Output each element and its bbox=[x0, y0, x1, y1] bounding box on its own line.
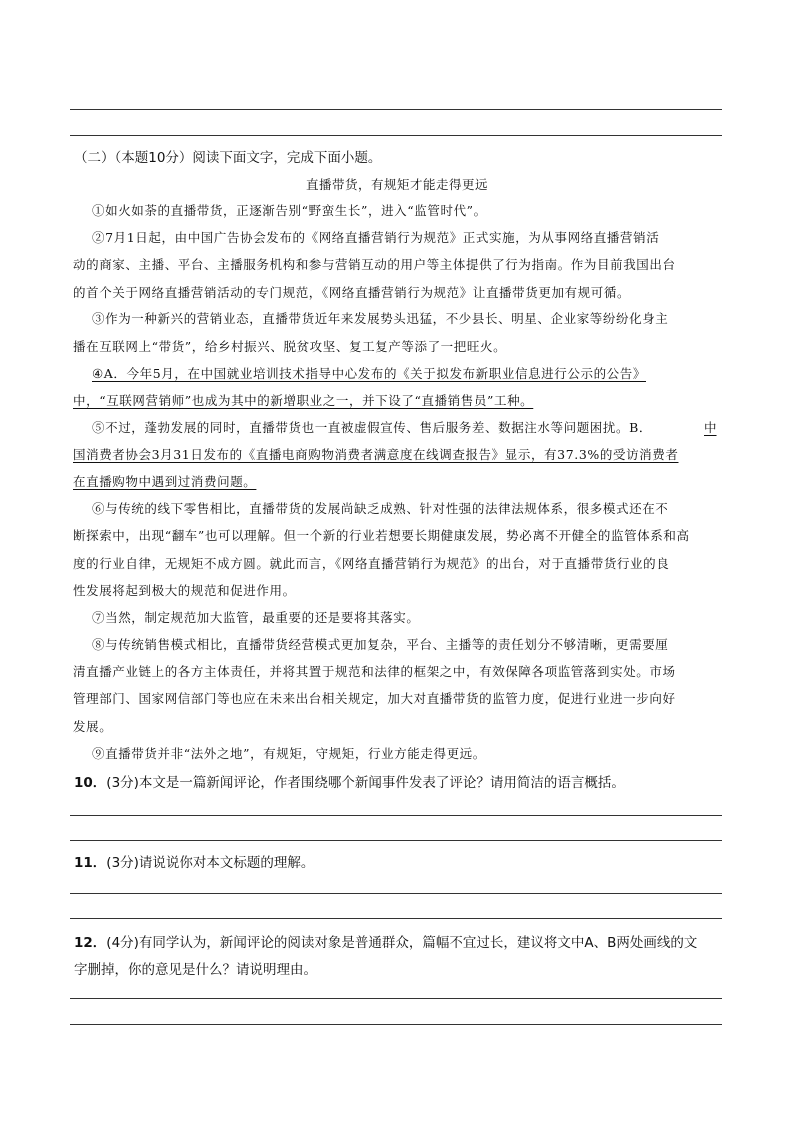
underlined-passage-b: 在直播购物中遇到过消费问题。 bbox=[73, 474, 257, 489]
answer-line bbox=[70, 135, 722, 136]
question-text: (3分)本文是一篇新闻评论，作者围绕哪个新闻事件发表了评论？请用简洁的语言概括。 bbox=[106, 775, 625, 791]
paragraph-line: 断探索中，出现“翻车”也可以理解。但一个新的行业若想要长期健康发展，势必离不开健全的监管体系和高 bbox=[73, 528, 690, 543]
paragraph-line: 度的行业自律，无规矩不成方圆。就此而言，《网络直播营销行为规范》的出台，对于直播带货行业的良 bbox=[73, 556, 670, 571]
question-number: 12． bbox=[74, 935, 107, 951]
paragraph-line: 性发展将起到极大的规范和促进作用。 bbox=[73, 583, 296, 598]
article-title: 直播带货，有规矩才能走得更远 bbox=[305, 177, 488, 192]
paragraph-line: 动的商家、主播、平台、主播服务机构和参与营销互动的用户等主体提供了行为指南。作为目前我国出台 bbox=[73, 257, 676, 272]
question-text: (4分)有同学认为，新闻评论的阅读对象是普通群众，篇幅不宜过长，建议将文中A、B两处画线的文 bbox=[106, 935, 698, 951]
paragraph-line: ⑤不过，蓬勃发展的同时，直播带货也一直被虚假宣传、售后服务差、数据注水等问题困扰。B． bbox=[92, 420, 652, 435]
paragraph-line: ⑦当然，制定规范加大监管，最重要的还是要将其落实。 bbox=[92, 610, 420, 625]
paragraph-line: ⑥与传统的线下零售相比，直播带货的发展尚缺乏成熟、针对性强的法律法规体系，很多模式还在不 bbox=[92, 501, 669, 516]
question-text: (3分)请说说你对本文标题的理解。 bbox=[106, 855, 315, 871]
paragraph-line: 管理部门、国家网信部门等也应在未来出台相关规定，加大对直播带货的监管力度，促进行业进一步向好 bbox=[73, 691, 676, 706]
question-number: 10． bbox=[74, 775, 107, 791]
paragraph-line: 的首个关于网络直播营销活动的专门规范，《网络直播营销行为规范》让直播带货更加有规可循。 bbox=[73, 285, 631, 300]
answer-line[interactable] bbox=[70, 1024, 722, 1025]
question-10 bbox=[74, 771, 625, 791]
paragraph-line: 播在互联网上“带货”，给乡村振兴、脱贫攻坚、复工复产等添了一把旺火。 bbox=[73, 339, 507, 354]
underlined-passage-a: 中，“互联网营销师”也成为其中的新增职业之一，并下设了“直播销售员”工种。 bbox=[73, 393, 534, 408]
answer-line[interactable] bbox=[70, 918, 722, 919]
question-text: 字删掉，你的意见是什么？请说明理由。 bbox=[74, 962, 317, 978]
question-number: 11． bbox=[74, 855, 107, 871]
answer-line[interactable] bbox=[70, 998, 722, 999]
paragraph-line: ③作为一种新兴的营销业态，直播带货近年来发展势头迅猛，不少县长、明星、企业家等纷纷化身主 bbox=[92, 311, 669, 326]
paragraph-line: ⑨直播带货并非“法外之地”，有规矩，守规矩，行业方能走得更远。 bbox=[92, 746, 486, 761]
paragraph-line: 发展。 bbox=[73, 719, 113, 734]
underlined-passage-b: 国消费者协会3月31日发布的《直播电商购物消费者满意度在线调查报告》显示，有37.3%的受访消费者 bbox=[73, 447, 679, 462]
underlined-passage-b: 中 bbox=[704, 420, 717, 435]
section-header: （二）（本题10分）阅读下面文字，完成下面小题。 bbox=[74, 150, 382, 166]
paragraph-line: ②7月1日起，由中国广告协会发布的《网络直播营销行为规范》正式实施，为从事网络直播营销活 bbox=[92, 230, 660, 245]
paragraph-line: 清直播产业链上的各方主体责任，并将其置于规范和法律的框架之中，有效保障各项监管落到实处。市场 bbox=[73, 664, 676, 679]
question-12 bbox=[74, 931, 697, 951]
answer-line[interactable] bbox=[70, 815, 722, 816]
answer-line[interactable] bbox=[70, 840, 722, 841]
question-11 bbox=[74, 851, 314, 871]
answer-line[interactable] bbox=[70, 893, 722, 894]
paragraph-line: ⑧与传统销售模式相比，直播带货经营模式更加复杂，平台、主播等的责任划分不够清晰，更需要厘 bbox=[92, 637, 669, 652]
answer-line bbox=[70, 109, 722, 110]
underlined-passage-a: ④A．今年5月，在中国就业培训技术指导中心发布的《关于拟发布新职业信息进行公示的公告》 bbox=[92, 366, 646, 381]
paragraph-line: ①如火如荼的直播带货，正逐渐告别“野蛮生长”，进入“监管时代”。 bbox=[92, 203, 487, 218]
